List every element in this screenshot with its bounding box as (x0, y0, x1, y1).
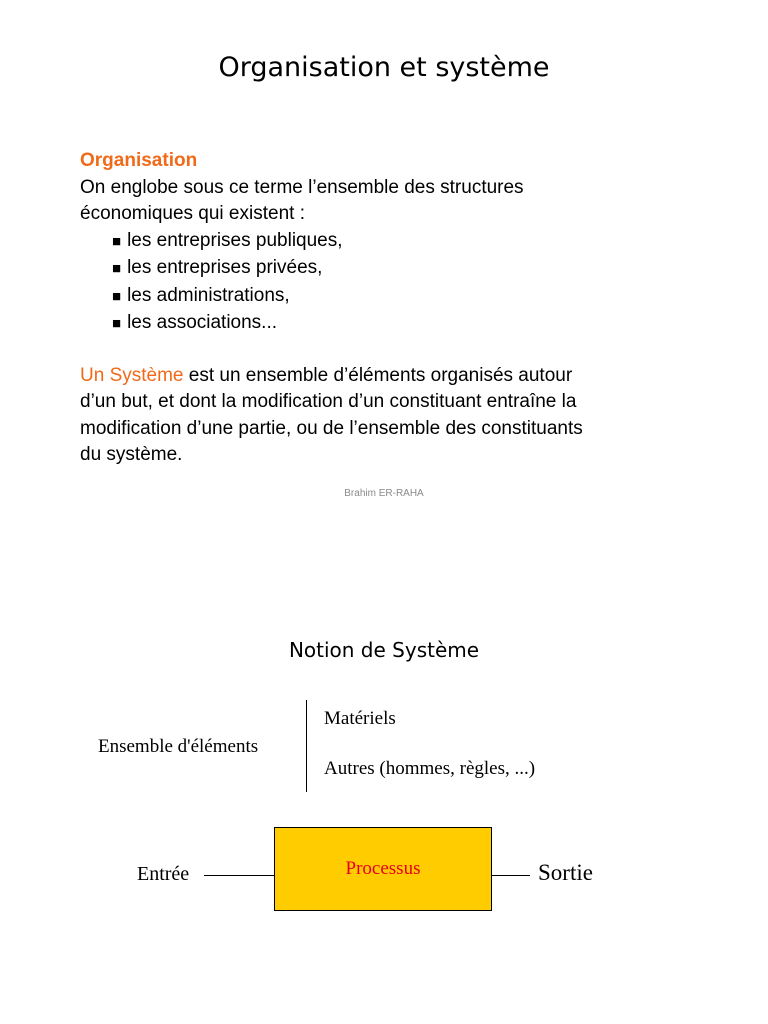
square-bullet-icon: ■ (112, 287, 122, 305)
square-bullet-icon: ■ (112, 315, 122, 332)
slide-content (80, 148, 700, 469)
process-label: Processus (345, 858, 421, 879)
organisation-line-1: On englobe sous ce terme l’ensemble des structures (80, 176, 524, 198)
slide-title: Organisation et système (218, 52, 550, 83)
system-definition-line-4: du système. (80, 444, 183, 465)
slide-notion-systeme (0, 600, 768, 1024)
organisation-list (80, 228, 700, 338)
materiels-label: Matériels (324, 708, 396, 729)
entree-label: Entrée (137, 863, 190, 885)
system-definition-line-1 (80, 363, 700, 390)
square-bullet-icon: ■ (112, 260, 122, 277)
list-item (112, 255, 700, 283)
organisation-line-2: économiques qui existent : (80, 203, 305, 224)
list-item (112, 228, 700, 256)
output-connector-line (492, 875, 530, 876)
list-item-text: les entreprises privées, (127, 257, 323, 278)
system-definition-line-3: modification d’une partie, ou de l’ensemble des constituants (80, 417, 583, 439)
slide-title: Notion de Système (288, 638, 480, 662)
slide-footer-author: Brahim ER-RAHA (344, 488, 424, 499)
system-heading: Un Système (80, 364, 184, 386)
ensemble-label: Ensemble d'éléments (98, 736, 259, 757)
system-definition-line-2: d’un but, et dont la modification d’un constituant entraîne la (80, 391, 577, 412)
list-item (112, 310, 700, 338)
list-item-text: les associations... (127, 312, 278, 333)
square-bullet-icon: ■ (112, 232, 122, 250)
process-box (274, 827, 492, 911)
list-item (112, 283, 700, 311)
vertical-divider (306, 700, 307, 792)
input-connector-line (204, 875, 275, 876)
list-item-text: les entreprises publiques, (127, 229, 343, 251)
organisation-heading: Organisation (80, 150, 198, 171)
list-item-text: les administrations, (127, 284, 290, 306)
system-line-1-rest: est un ensemble d’éléments organisés autour (183, 364, 573, 386)
autres-label: Autres (hommes, règles, ...) (324, 758, 536, 779)
sortie-label: Sortie (538, 860, 593, 885)
